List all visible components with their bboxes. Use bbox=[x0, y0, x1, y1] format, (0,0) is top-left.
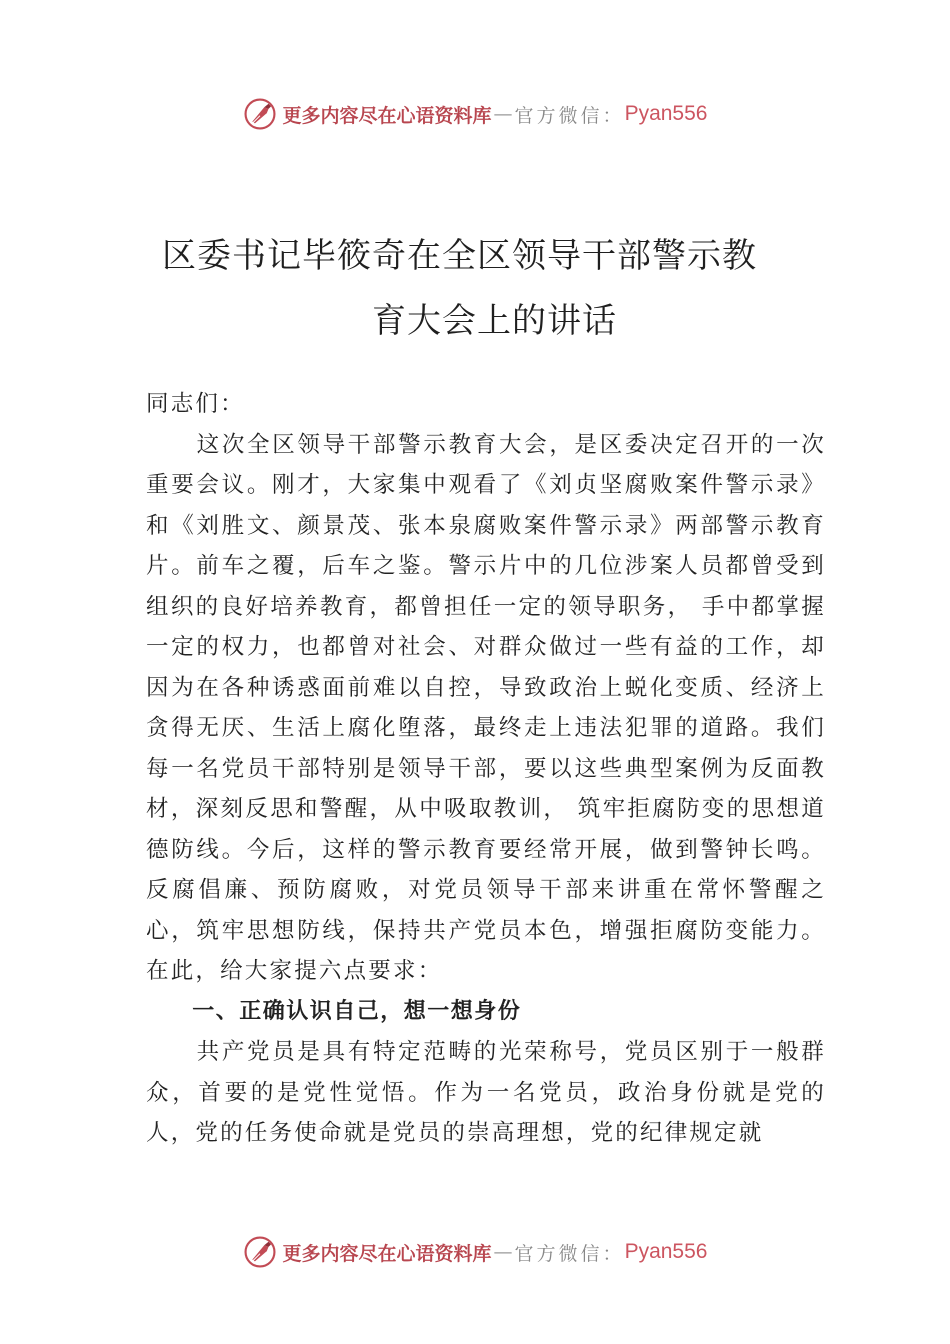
header-banner bbox=[0, 94, 950, 134]
document-body bbox=[146, 384, 826, 1154]
section-heading-1: 一、正确认识自己，想一想身份 bbox=[192, 998, 522, 1024]
paragraph-2: 共产党员是具有特定范畴的光荣称号，党员区别于一般群众，首要的是党性觉悟。作为一名党员，政治身份就是党的人，党的任务使命就是党员的崇高理想，党的纪律规定就 bbox=[146, 1039, 826, 1146]
paragraph-1: 这次全区领导干部警示教育大会，是区委决定召开的一次重要会议。刚才，大家集中观看了《刘贞坚腐败案件警示录》和《刘胜文、颜景茂、张本泉腐败案件警示录》两部警示教育片。前车之覆，后车之鉴。警示片中的几位涉案人员都曾受到组织的良好培养教育，都曾担任一定的领导职务， 手中都掌握一定的权力，也都曾对社会、对群众做过一些有益的工作，却因为在各种诱惑面前难以自控，导致政治上蜕化变质、经济上贪得无厌、生活上腐化堕落，最终走上违法犯罪的道路。我们每一名党员干部特别是领导干部，要以这些典型案例为反面教材，深刻反思和警醒，从中吸取教训， 筑牢拒腐防变的思想道德防线。今后，这样的警示教育要经常开展，做到警钟长鸣。反腐倡廉、预防腐败，对党员领导干部来讲重在常怀警醒之心，筑牢思想防线，保持共产党员本色，增强拒腐防变能力。在此，给大家提六点要求： bbox=[146, 431, 826, 984]
banner-dash: — bbox=[493, 1241, 513, 1263]
wechat-id: Pyan556 bbox=[624, 102, 708, 125]
wechat-label: 官方微信： bbox=[514, 104, 625, 127]
document-title-line2: 育大会上的讲话 bbox=[372, 301, 617, 341]
greeting: 同志们： bbox=[146, 391, 245, 417]
brand-text: 更多内容尽在心语资料库 bbox=[282, 1242, 492, 1265]
wechat-label: 官方微信： bbox=[514, 1242, 625, 1265]
pen-nib-logo-icon bbox=[243, 97, 277, 131]
pen-nib-logo-icon bbox=[243, 1235, 277, 1269]
document-title-line1: 区委书记毕筱奇在全区领导干部警示教 bbox=[162, 236, 757, 276]
brand-text: 更多内容尽在心语资料库 bbox=[282, 104, 492, 127]
footer-banner bbox=[0, 1232, 950, 1272]
banner-dash: — bbox=[493, 103, 513, 125]
wechat-id: Pyan556 bbox=[624, 1240, 708, 1263]
